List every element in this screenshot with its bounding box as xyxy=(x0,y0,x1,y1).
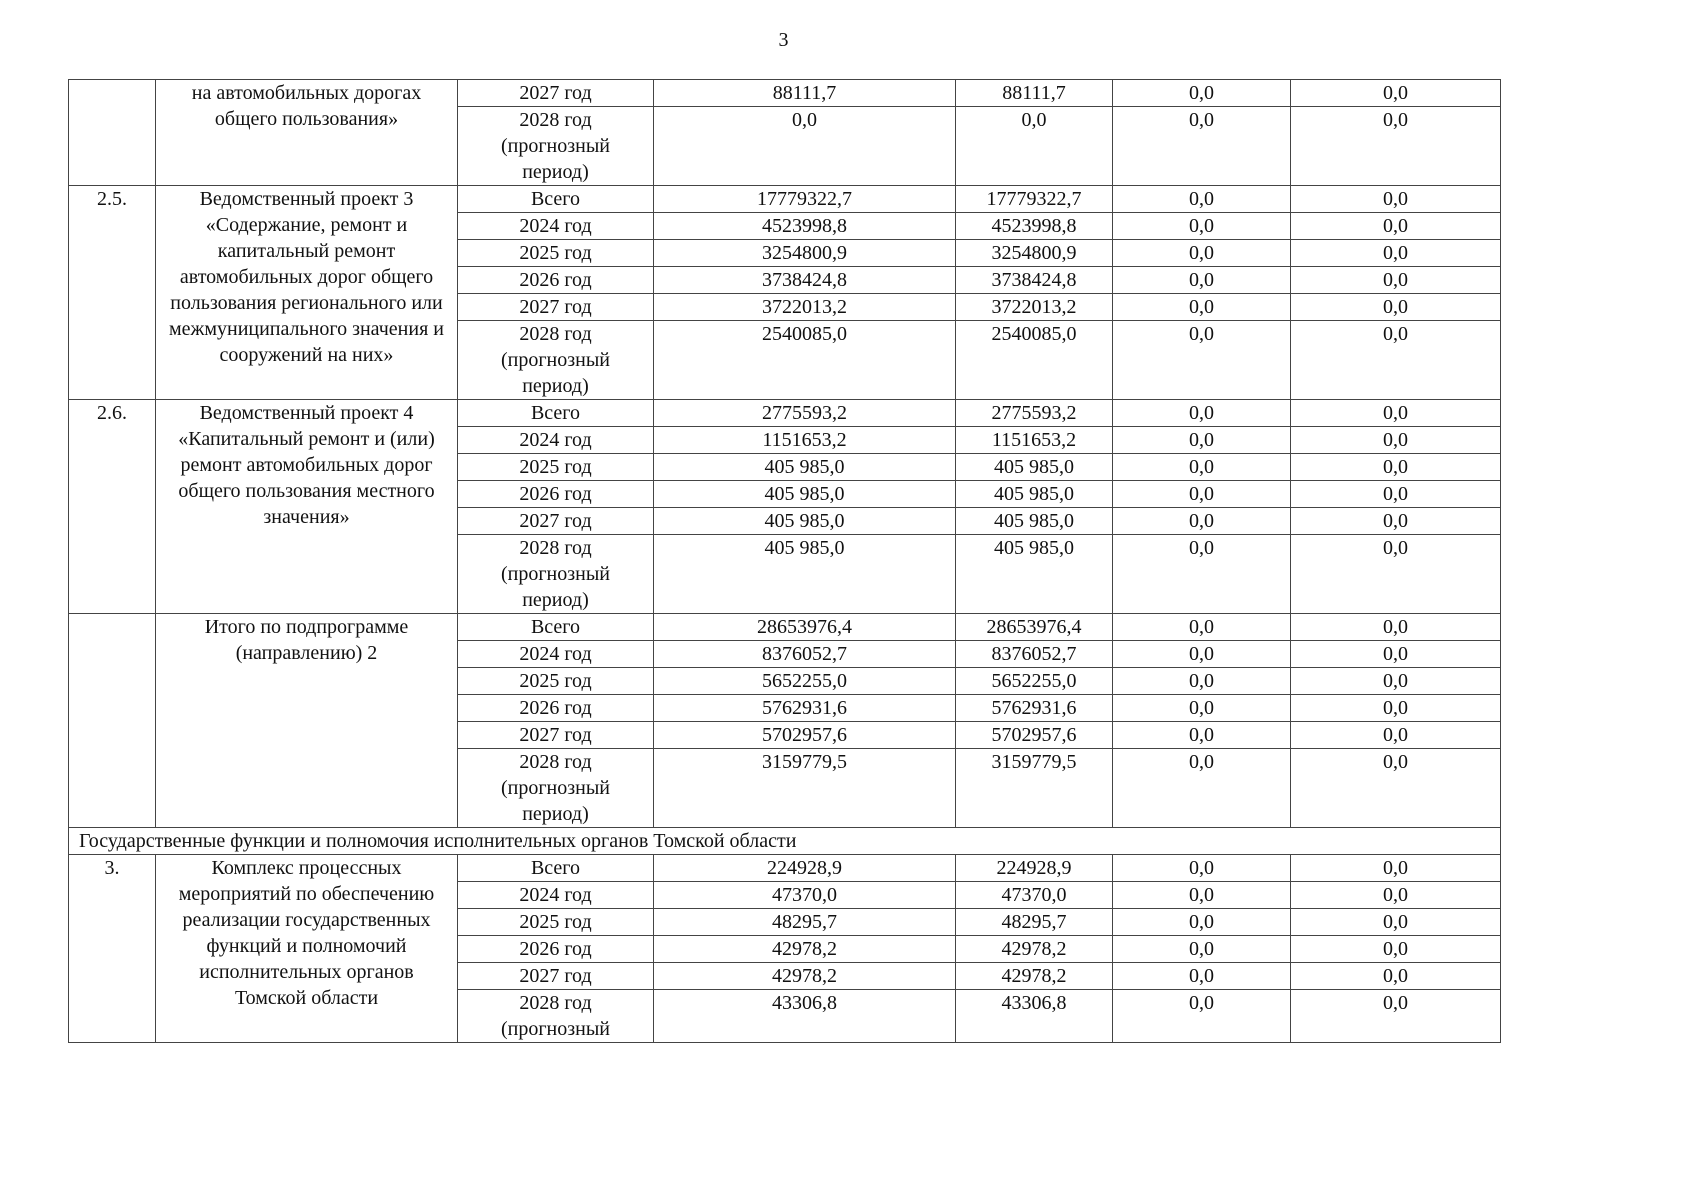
period-cell: 2024 год xyxy=(458,882,654,909)
amount-cell: 1151653,2 xyxy=(956,427,1113,454)
total-amount-cell: 2775593,2 xyxy=(654,400,956,427)
item-name: Итого по подпрограмме (направлению) 2 xyxy=(156,614,458,828)
total-amount-cell: 405 985,0 xyxy=(654,535,956,614)
period-cell: 2027 год xyxy=(458,722,654,749)
amount-cell: 0,0 xyxy=(1291,963,1501,990)
item-number xyxy=(69,614,156,828)
total-amount-cell: 47370,0 xyxy=(654,882,956,909)
item-number xyxy=(69,80,156,186)
total-amount-cell: 5762931,6 xyxy=(654,695,956,722)
amount-cell: 0,0 xyxy=(1113,722,1291,749)
page-number: 3 xyxy=(778,29,789,51)
amount-cell: 0,0 xyxy=(1291,614,1501,641)
amount-cell: 0,0 xyxy=(1291,80,1501,107)
period-cell: 2027 год xyxy=(458,80,654,107)
table-row xyxy=(69,80,1501,107)
amount-cell: 3722013,2 xyxy=(956,294,1113,321)
amount-cell: 0,0 xyxy=(1113,936,1291,963)
table-body xyxy=(69,80,1501,1043)
amount-cell: 0,0 xyxy=(1291,107,1501,186)
total-amount-cell: 42978,2 xyxy=(654,936,956,963)
period-cell: 2028 год (прогнозный xyxy=(458,990,654,1043)
amount-cell: 0,0 xyxy=(1291,213,1501,240)
amount-cell: 0,0 xyxy=(1113,294,1291,321)
amount-cell: 0,0 xyxy=(1113,990,1291,1043)
period-cell: Всего xyxy=(458,400,654,427)
amount-cell: 0,0 xyxy=(1291,990,1501,1043)
amount-cell: 3159779,5 xyxy=(956,749,1113,828)
amount-cell: 0,0 xyxy=(1291,294,1501,321)
amount-cell: 0,0 xyxy=(1291,427,1501,454)
amount-cell: 0,0 xyxy=(1113,641,1291,668)
period-cell: Всего xyxy=(458,614,654,641)
amount-cell: 405 985,0 xyxy=(956,481,1113,508)
period-cell: Всего xyxy=(458,855,654,882)
period-cell: 2028 год (прогнозный период) xyxy=(458,107,654,186)
total-amount-cell: 2540085,0 xyxy=(654,321,956,400)
amount-cell: 0,0 xyxy=(1291,240,1501,267)
total-amount-cell: 3159779,5 xyxy=(654,749,956,828)
item-number: 3. xyxy=(69,855,156,1043)
amount-cell: 42978,2 xyxy=(956,936,1113,963)
amount-cell: 48295,7 xyxy=(956,909,1113,936)
period-cell: 2026 год xyxy=(458,695,654,722)
total-amount-cell: 4523998,8 xyxy=(654,213,956,240)
total-amount-cell: 5702957,6 xyxy=(654,722,956,749)
amount-cell: 0,0 xyxy=(1113,107,1291,186)
amount-cell: 0,0 xyxy=(1291,722,1501,749)
amount-cell: 88111,7 xyxy=(956,80,1113,107)
period-cell: 2024 год xyxy=(458,641,654,668)
amount-cell: 0,0 xyxy=(1291,454,1501,481)
period-cell: 2025 год xyxy=(458,454,654,481)
total-amount-cell: 0,0 xyxy=(654,107,956,186)
amount-cell: 405 985,0 xyxy=(956,535,1113,614)
period-cell: 2025 год xyxy=(458,240,654,267)
period-cell: 2028 год (прогнозный период) xyxy=(458,535,654,614)
item-number: 2.5. xyxy=(69,186,156,400)
amount-cell: 224928,9 xyxy=(956,855,1113,882)
amount-cell: 0,0 xyxy=(1291,695,1501,722)
total-amount-cell: 48295,7 xyxy=(654,909,956,936)
amount-cell: 0,0 xyxy=(1291,882,1501,909)
amount-cell: 0,0 xyxy=(1113,400,1291,427)
period-cell: 2024 год xyxy=(458,427,654,454)
amount-cell: 0,0 xyxy=(1113,614,1291,641)
total-amount-cell: 5652255,0 xyxy=(654,668,956,695)
amount-cell: 2540085,0 xyxy=(956,321,1113,400)
period-cell: 2026 год xyxy=(458,481,654,508)
item-name: Ведомственный проект 4 «Капитальный ремонт и (или) ремонт автомобильных дорог общего пользования местного значения» xyxy=(156,400,458,614)
table-row xyxy=(69,186,1501,213)
period-cell: 2028 год (прогнозный период) xyxy=(458,749,654,828)
table-row xyxy=(69,400,1501,427)
period-cell: 2025 год xyxy=(458,909,654,936)
amount-cell: 0,0 xyxy=(1291,641,1501,668)
amount-cell: 0,0 xyxy=(1113,882,1291,909)
total-amount-cell: 88111,7 xyxy=(654,80,956,107)
amount-cell: 0,0 xyxy=(1291,668,1501,695)
amount-cell: 0,0 xyxy=(1291,936,1501,963)
amount-cell: 0,0 xyxy=(1113,80,1291,107)
amount-cell: 405 985,0 xyxy=(956,508,1113,535)
amount-cell: 0,0 xyxy=(1291,909,1501,936)
total-amount-cell: 405 985,0 xyxy=(654,454,956,481)
item-name: Комплекс процессных мероприятий по обеспечению реализации государственных функций и полномочий исполнительных органов Томской области xyxy=(156,855,458,1043)
amount-cell: 5702957,6 xyxy=(956,722,1113,749)
item-name: на автомобильных дорогах общего пользования» xyxy=(156,80,458,186)
total-amount-cell: 405 985,0 xyxy=(654,481,956,508)
amount-cell: 0,0 xyxy=(1291,749,1501,828)
amount-cell: 0,0 xyxy=(1291,855,1501,882)
amount-cell: 0,0 xyxy=(1113,535,1291,614)
amount-cell: 8376052,7 xyxy=(956,641,1113,668)
amount-cell: 0,0 xyxy=(956,107,1113,186)
amount-cell: 0,0 xyxy=(1113,213,1291,240)
total-amount-cell: 28653976,4 xyxy=(654,614,956,641)
amount-cell: 0,0 xyxy=(1113,963,1291,990)
amount-cell: 17779322,7 xyxy=(956,186,1113,213)
amount-cell: 0,0 xyxy=(1291,186,1501,213)
total-amount-cell: 1151653,2 xyxy=(654,427,956,454)
amount-cell: 5762931,6 xyxy=(956,695,1113,722)
amount-cell: 0,0 xyxy=(1291,321,1501,400)
amount-cell: 0,0 xyxy=(1291,508,1501,535)
period-cell: 2026 год xyxy=(458,936,654,963)
amount-cell: 0,0 xyxy=(1291,481,1501,508)
total-amount-cell: 3254800,9 xyxy=(654,240,956,267)
total-amount-cell: 8376052,7 xyxy=(654,641,956,668)
amount-cell: 0,0 xyxy=(1113,855,1291,882)
section-title: Государственные функции и полномочия исполнительных органов Томской области xyxy=(69,828,1501,855)
amount-cell: 0,0 xyxy=(1113,186,1291,213)
amount-cell: 0,0 xyxy=(1113,267,1291,294)
total-amount-cell: 405 985,0 xyxy=(654,508,956,535)
amount-cell: 47370,0 xyxy=(956,882,1113,909)
amount-cell: 0,0 xyxy=(1291,400,1501,427)
amount-cell: 5652255,0 xyxy=(956,668,1113,695)
total-amount-cell: 42978,2 xyxy=(654,963,956,990)
total-amount-cell: 3738424,8 xyxy=(654,267,956,294)
amount-cell: 2775593,2 xyxy=(956,400,1113,427)
period-cell: 2027 год xyxy=(458,963,654,990)
period-cell: 2026 год xyxy=(458,267,654,294)
period-cell: 2027 год xyxy=(458,294,654,321)
table-row xyxy=(69,614,1501,641)
amount-cell: 4523998,8 xyxy=(956,213,1113,240)
period-cell: 2028 год (прогнозный период) xyxy=(458,321,654,400)
amount-cell: 0,0 xyxy=(1113,909,1291,936)
amount-cell: 28653976,4 xyxy=(956,614,1113,641)
amount-cell: 0,0 xyxy=(1113,481,1291,508)
period-cell: 2027 год xyxy=(458,508,654,535)
amount-cell: 0,0 xyxy=(1291,535,1501,614)
budget-table xyxy=(68,79,1501,1043)
amount-cell: 0,0 xyxy=(1113,749,1291,828)
total-amount-cell: 3722013,2 xyxy=(654,294,956,321)
amount-cell: 0,0 xyxy=(1113,427,1291,454)
item-name: Ведомственный проект 3 «Содержание, ремонт и капитальный ремонт автомобильных дорог общего пользования регионального или межмуниципального значения и сооружений на них» xyxy=(156,186,458,400)
amount-cell: 42978,2 xyxy=(956,963,1113,990)
amount-cell: 405 985,0 xyxy=(956,454,1113,481)
total-amount-cell: 17779322,7 xyxy=(654,186,956,213)
amount-cell: 0,0 xyxy=(1113,454,1291,481)
section-header-row xyxy=(69,828,1501,855)
total-amount-cell: 43306,8 xyxy=(654,990,956,1043)
amount-cell: 3254800,9 xyxy=(956,240,1113,267)
period-cell: 2024 год xyxy=(458,213,654,240)
period-cell: 2025 год xyxy=(458,668,654,695)
amount-cell: 3738424,8 xyxy=(956,267,1113,294)
item-number: 2.6. xyxy=(69,400,156,614)
amount-cell: 0,0 xyxy=(1113,240,1291,267)
amount-cell: 0,0 xyxy=(1113,695,1291,722)
period-cell: Всего xyxy=(458,186,654,213)
table-row xyxy=(69,855,1501,882)
amount-cell: 0,0 xyxy=(1113,668,1291,695)
total-amount-cell: 224928,9 xyxy=(654,855,956,882)
amount-cell: 43306,8 xyxy=(956,990,1113,1043)
amount-cell: 0,0 xyxy=(1291,267,1501,294)
amount-cell: 0,0 xyxy=(1113,508,1291,535)
amount-cell: 0,0 xyxy=(1113,321,1291,400)
